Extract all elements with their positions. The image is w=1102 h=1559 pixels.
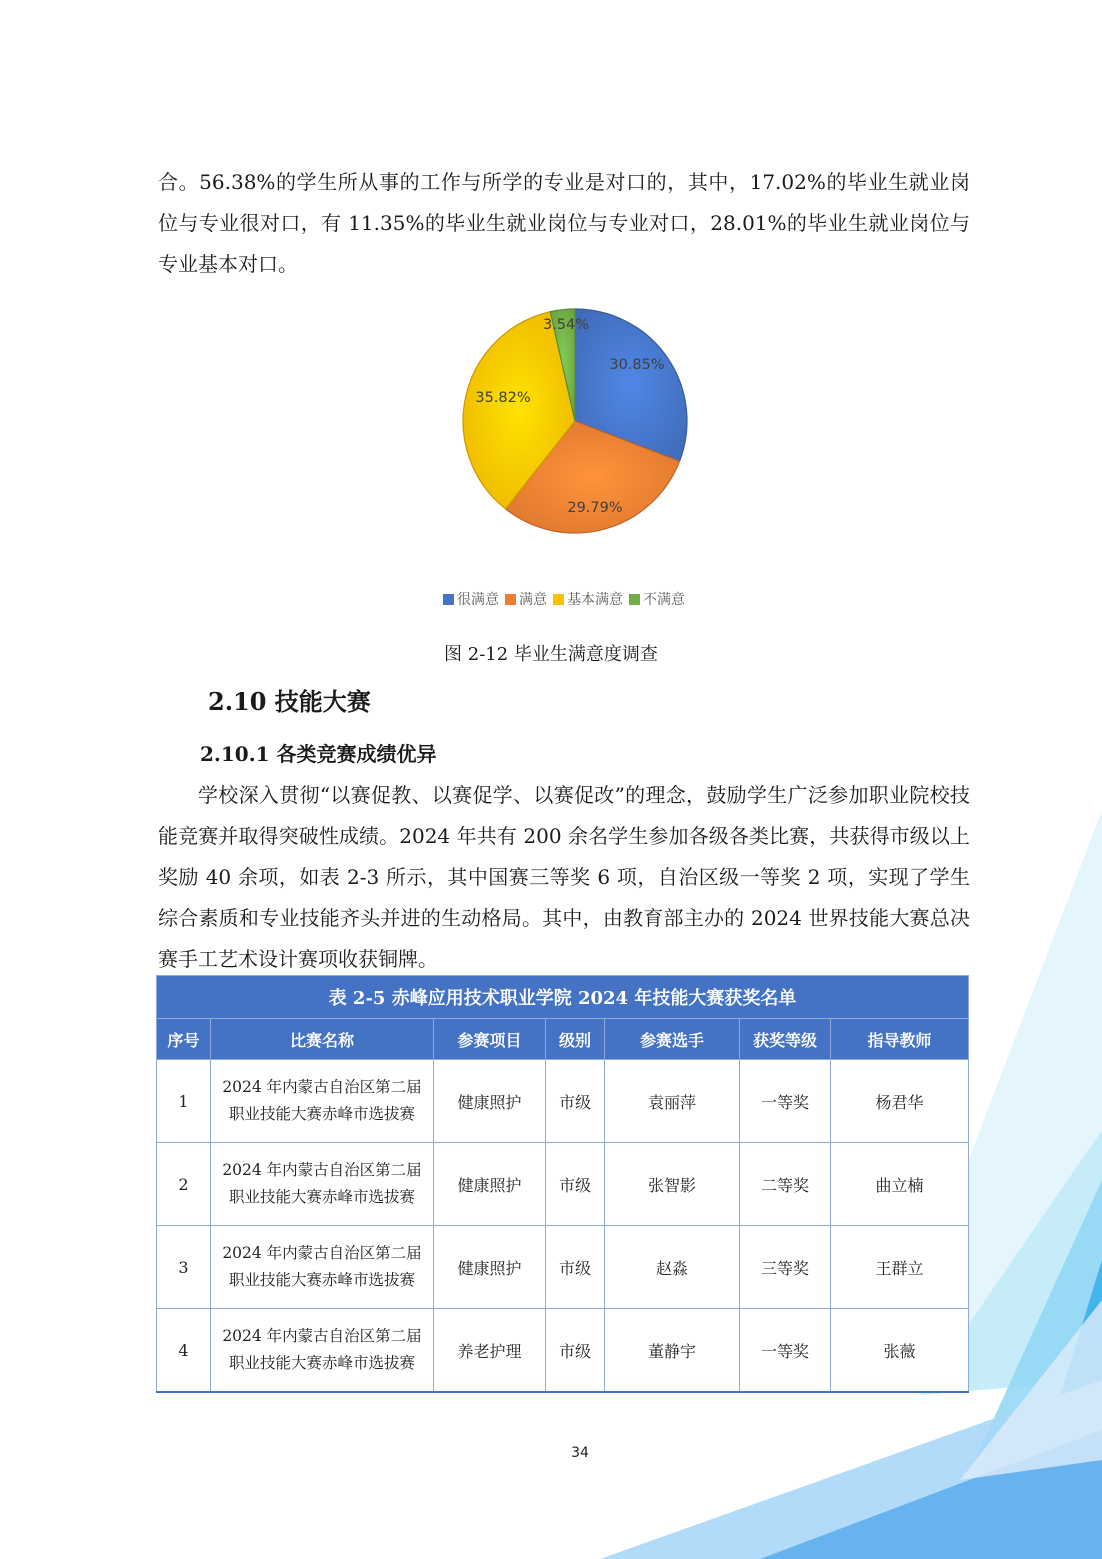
- legend-item: [443, 589, 499, 609]
- header-cell: 参赛选手: [605, 1019, 740, 1060]
- figure-caption: 图 2-12 毕业生满意度调查: [444, 644, 658, 665]
- body-paragraph-competition: 学校深入贯彻“以赛促教、以赛促学、以赛促改”的理念，鼓励学生广泛参加职业院校技能竞赛并取得突破性成绩。2024 年共有 200 余名学生参加各级各类比赛，共获得市级以上奖励 40 余项，如表 2-3 所示，其中国赛三等奖 6 项，自治区级一等奖 2 项，实现了学生综合素质和专业技能齐头并进的生动格局。其中，由教育部主办的 2024 世界技能大赛总决赛手工艺术设计赛项收获铜牌。: [158, 783, 970, 971]
- cell-level: 市级: [546, 1143, 605, 1226]
- legend-label: 很满意: [457, 592, 499, 608]
- header-cell: 指导教师: [831, 1019, 969, 1060]
- cell-no: 3: [157, 1226, 211, 1309]
- competition-line-2: 职业技能大赛赤峰市选拔赛: [228, 1105, 415, 1123]
- cell-competition: [211, 1309, 434, 1393]
- cell-no: 2: [157, 1143, 211, 1226]
- pie-data-label: 30.85%: [609, 357, 665, 373]
- cell-no: 4: [157, 1309, 211, 1393]
- table-row: [157, 1143, 969, 1226]
- competition-line-2: 职业技能大赛赤峰市选拔赛: [228, 1188, 415, 1206]
- cell-level: 市级: [546, 1060, 605, 1143]
- cell-player: 董静宇: [605, 1309, 740, 1393]
- cell-project: 养老护理: [434, 1309, 546, 1393]
- page-number: 34: [571, 1445, 589, 1461]
- legend-label: 满意: [519, 592, 547, 608]
- cell-teacher: 张薇: [831, 1309, 969, 1393]
- legend-label: 不满意: [643, 592, 685, 608]
- legend-item: [553, 589, 623, 609]
- cell-teacher: 王群立: [831, 1226, 969, 1309]
- pie-data-label: 29.79%: [567, 500, 623, 516]
- cell-award: 二等奖: [740, 1143, 831, 1226]
- cell-competition: [211, 1060, 434, 1143]
- cell-competition: [211, 1226, 434, 1309]
- cell-player: 赵淼: [605, 1226, 740, 1309]
- awards-table: [156, 975, 969, 1393]
- cell-project: 健康照护: [434, 1143, 546, 1226]
- subsection-heading-competition-results: 2.10.1 各类竞赛成绩优异: [200, 742, 437, 766]
- table-header-row: [157, 1019, 969, 1060]
- header-cell: 比赛名称: [211, 1019, 434, 1060]
- header-cell: 获奖等级: [740, 1019, 831, 1060]
- chart-legend: [443, 588, 685, 610]
- competition-line-2: 职业技能大赛赤峰市选拔赛: [228, 1271, 415, 1289]
- cell-project: 健康照护: [434, 1060, 546, 1143]
- cell-teacher: 杨君华: [831, 1060, 969, 1143]
- section-heading-skills-competition: 2.10 技能大赛: [208, 687, 371, 716]
- legend-item: [629, 589, 685, 609]
- competition-line-1: 2024 年内蒙古自治区第二届: [222, 1244, 422, 1262]
- cell-player: 袁丽萍: [605, 1060, 740, 1143]
- legend-label: 基本满意: [567, 592, 623, 608]
- legend-item: [505, 589, 547, 609]
- legend-swatch: [553, 594, 564, 605]
- satisfaction-pie-chart: [440, 300, 710, 550]
- cell-level: 市级: [546, 1226, 605, 1309]
- table-row: [157, 1060, 969, 1143]
- legend-swatch: [443, 594, 454, 605]
- cell-no: 1: [157, 1060, 211, 1143]
- cell-competition: [211, 1143, 434, 1226]
- cell-teacher: 曲立楠: [831, 1143, 969, 1226]
- header-cell: 级别: [546, 1019, 605, 1060]
- cell-project: 健康照护: [434, 1226, 546, 1309]
- pie-data-label: 3.54%: [542, 317, 590, 333]
- cell-level: 市级: [546, 1309, 605, 1393]
- table-row: [157, 1226, 969, 1309]
- header-cell: 参赛项目: [434, 1019, 546, 1060]
- cell-player: 张智影: [605, 1143, 740, 1226]
- competition-line-1: 2024 年内蒙古自治区第二届: [222, 1161, 422, 1179]
- body-paragraph-employment: 合。56.38%的学生所从事的工作与所学的专业是对口的，其中，17.02%的毕业生就业岗位与专业很对口，有 11.35%的毕业生就业岗位与专业对口，28.01%的毕业生就业岗位与专业基本对口。: [158, 170, 970, 276]
- table-row: [157, 1309, 969, 1393]
- competition-line-1: 2024 年内蒙古自治区第二届: [222, 1078, 422, 1096]
- cell-award: 三等奖: [740, 1226, 831, 1309]
- table-caption: 表 2-5 赤峰应用技术职业学院 2024 年技能大赛获奖名单: [157, 976, 969, 1019]
- pie-data-label: 35.82%: [475, 390, 531, 406]
- legend-swatch: [505, 594, 516, 605]
- legend-swatch: [629, 594, 640, 605]
- cell-award: 一等奖: [740, 1309, 831, 1393]
- competition-line-1: 2024 年内蒙古自治区第二届: [222, 1327, 422, 1345]
- header-cell: 序号: [157, 1019, 211, 1060]
- competition-line-2: 职业技能大赛赤峰市选拔赛: [228, 1354, 415, 1372]
- cell-award: 一等奖: [740, 1060, 831, 1143]
